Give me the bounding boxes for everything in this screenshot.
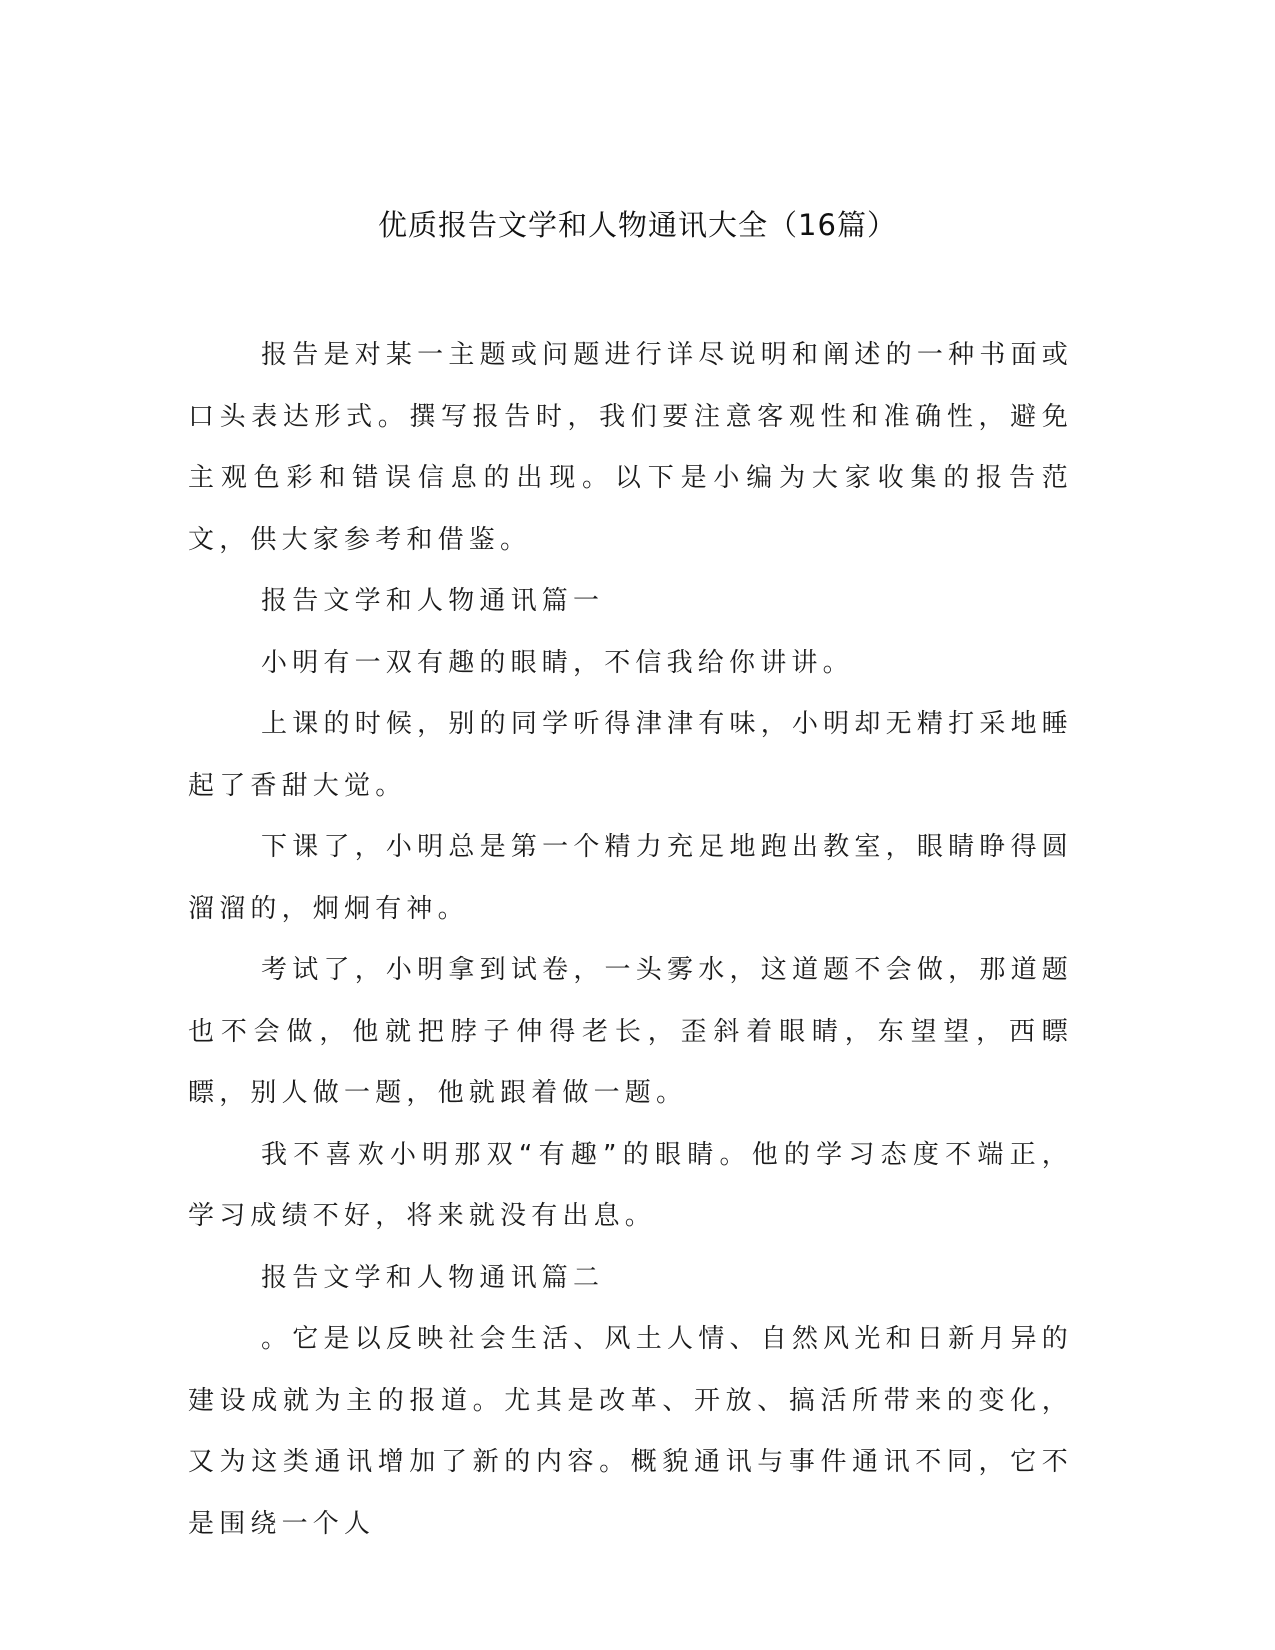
section-heading-2: 报告文学和人物通讯篇二 [261, 1262, 605, 1293]
body-paragraph: 小明有一双有趣的眼睛，不信我给你讲讲。 [261, 647, 854, 678]
body-paragraph: 。它是以反映社会生活、风土人情、自然风光和日新月异的建设成就为主的报道。尤其是改革、开放、搞活所带来的变化，又为这类通讯增加了新的内容。概貌通讯与事件通讯不同，它不是围绕一个人 [188, 1324, 1073, 1539]
body-paragraph: 考试了，小明拿到试卷，一头雾水，这道题不会做，那道题也不会做，他就把脖子伸得老长，歪斜着眼睛，东望望，西瞟瞟，别人做一题，他就跟着做一题。 [188, 955, 1073, 1108]
body-paragraph: 上课的时候，别的同学听得津津有味，小明却无精打采地睡起了香甜大觉。 [188, 709, 1073, 801]
document-body [188, 325, 1073, 1555]
body-paragraph: 我不喜欢小明那双“有趣”的眼睛。他的学习态度不端正，学习成绩不好，将来就没有出息。 [188, 1139, 1073, 1231]
section-heading-1: 报告文学和人物通讯篇一 [261, 586, 605, 616]
intro-paragraph: 报告是对某一主题或问题进行详尽说明和阐述的一种书面或口头表达形式。撰写报告时，我们要注意客观性和准确性，避免主观色彩和错误信息的出现。以下是小编为大家收集的报告范文，供大家参考和借鉴。 [188, 340, 1073, 555]
document-title: 优质报告文学和人物通讯大全（16篇） [378, 208, 897, 242]
body-paragraph: 下课了，小明总是第一个精力充足地跑出教室，眼睛睁得圆溜溜的，炯炯有神。 [188, 832, 1073, 924]
